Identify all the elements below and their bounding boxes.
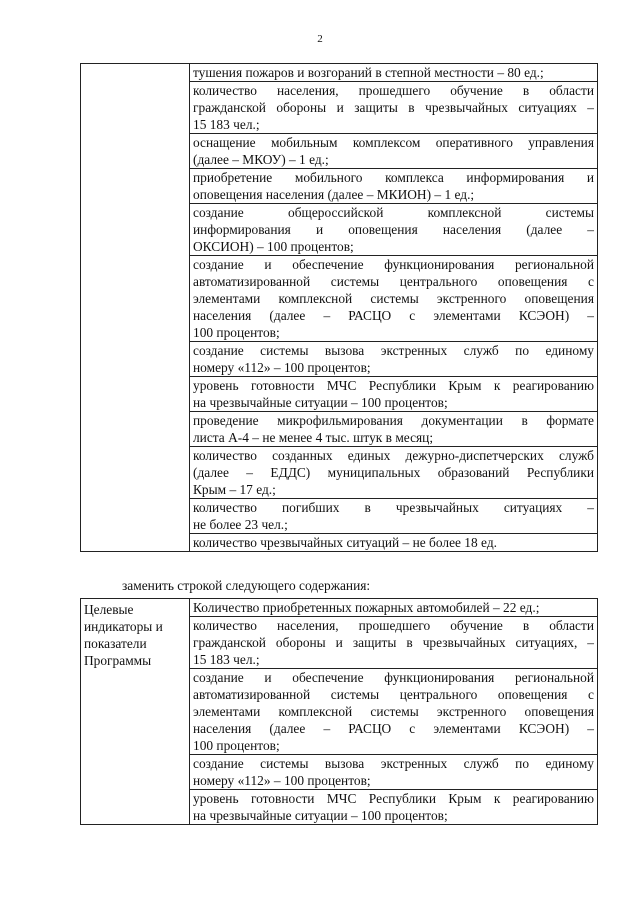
indicator-line: элементами комплексной системы экстренного оповещения [193, 291, 594, 306]
indicator-line: 15 183 чел.; [193, 117, 260, 132]
indicator-item [190, 755, 597, 790]
label-line: индикаторы и [84, 619, 163, 634]
indicator-line: оснащение мобильным комплексом оперативного управления [193, 135, 594, 150]
indicator-line: на чрезвычайные ситуации – 100 процентов; [193, 395, 448, 410]
indicator-item [190, 204, 597, 256]
indicator-line: не более 23 чел.; [193, 517, 288, 532]
indicator-line: количество населения, прошедшего обучение в области [193, 618, 594, 633]
indicators-cell [190, 64, 598, 552]
indicator-line: создание и обеспечение функционирования региональной [193, 670, 594, 685]
indicator-item [190, 669, 597, 755]
indicator-line: автоматизированной системы центрального оповещения с [193, 687, 594, 702]
indicators-cell [190, 599, 598, 825]
table-new-indicators [80, 598, 598, 825]
indicator-item [190, 599, 597, 617]
indicator-line: (далее – МКОУ) – 1 ед.; [193, 152, 329, 167]
indicator-item [190, 134, 597, 169]
indicator-line: номеру «112» – 100 процентов; [193, 773, 371, 788]
indicator-line: уровень готовности МЧС Республики Крым к реагированию [193, 791, 594, 806]
indicator-item [190, 499, 597, 534]
replacement-instruction: заменить строкой следующего содержания: [122, 578, 371, 593]
indicator-line: элементами комплексной системы экстренного оповещения [193, 704, 594, 719]
indicator-line: количество погибших в чрезвычайных ситуациях – [193, 500, 594, 515]
label-line: показатели [84, 636, 147, 651]
indicator-line: количество населения, прошедшего обучение в области [193, 83, 594, 98]
indicator-line: Крым – 17 ед.; [193, 482, 276, 497]
indicator-line: Количество приобретенных пожарных автомобилей – 22 ед.; [193, 600, 540, 615]
indicator-line: 100 процентов; [193, 325, 280, 340]
indicator-item [190, 64, 597, 82]
indicator-line: количество созданных единых дежурно-диспетчерских служб [193, 448, 594, 463]
label-cell [81, 599, 190, 825]
table-previous-indicators [80, 63, 598, 552]
indicator-line: гражданской обороны и защиты в чрезвычайных ситуациях – [193, 100, 594, 115]
label-line: Целевые [84, 602, 134, 617]
indicator-item [190, 790, 597, 824]
empty-label-cell [81, 64, 190, 552]
indicator-line: количество чрезвычайных ситуаций – не более 18 ед. [193, 535, 497, 550]
indicator-line: создание системы вызова экстренных служб по единому [193, 343, 594, 358]
page-number: 2 [317, 33, 323, 45]
indicator-item [190, 169, 597, 204]
label-line: Программы [84, 653, 152, 668]
indicator-item [190, 412, 597, 447]
indicator-line: тушения пожаров и возгораний в степной местности – 80 ед.; [193, 65, 544, 80]
indicator-line: создание и обеспечение функционирования региональной [193, 257, 594, 272]
indicator-line: населения (далее – РАСЦО с элементами КСЭОН) – [193, 308, 594, 323]
indicator-line: ОКСИОН) – 100 процентов; [193, 239, 354, 254]
indicator-line: номеру «112» – 100 процентов; [193, 360, 371, 375]
indicator-item [190, 534, 597, 551]
indicator-line: 100 процентов; [193, 738, 280, 753]
indicator-line: 15 183 чел.; [193, 652, 260, 667]
indicator-line: создание системы вызова экстренных служб по единому [193, 756, 594, 771]
indicator-line: информирования и оповещения населения (далее – [193, 222, 594, 237]
indicator-line: листа А-4 – не менее 4 тыс. штук в месяц; [193, 430, 434, 445]
indicator-line: населения (далее – РАСЦО с элементами КСЭОН) – [193, 721, 594, 736]
indicator-line: оповещения населения (далее – МКИОН) – 1 ед.; [193, 187, 475, 202]
indicator-line: гражданской обороны и защиты в чрезвычайных ситуациях, – [193, 635, 594, 650]
indicator-item [190, 342, 597, 377]
indicator-item [190, 256, 597, 342]
indicator-line: приобретение мобильного комплекса информирования и [193, 170, 594, 185]
indicator-item [190, 447, 597, 499]
indicator-item [190, 617, 597, 669]
indicator-item [190, 377, 597, 412]
indicator-item [190, 82, 597, 134]
indicator-line: уровень готовности МЧС Республики Крым к реагированию [193, 378, 594, 393]
row-label [81, 599, 189, 671]
indicator-line: (далее – ЕДДС) муниципальных образований Республики [193, 465, 594, 480]
indicator-line: на чрезвычайные ситуации – 100 процентов; [193, 808, 448, 823]
indicator-line: проведение микрофильмирования документации в формате [193, 413, 594, 428]
indicator-line: создание общероссийской комплексной системы [193, 205, 594, 220]
indicator-line: автоматизированной системы центрального оповещения с [193, 274, 594, 289]
